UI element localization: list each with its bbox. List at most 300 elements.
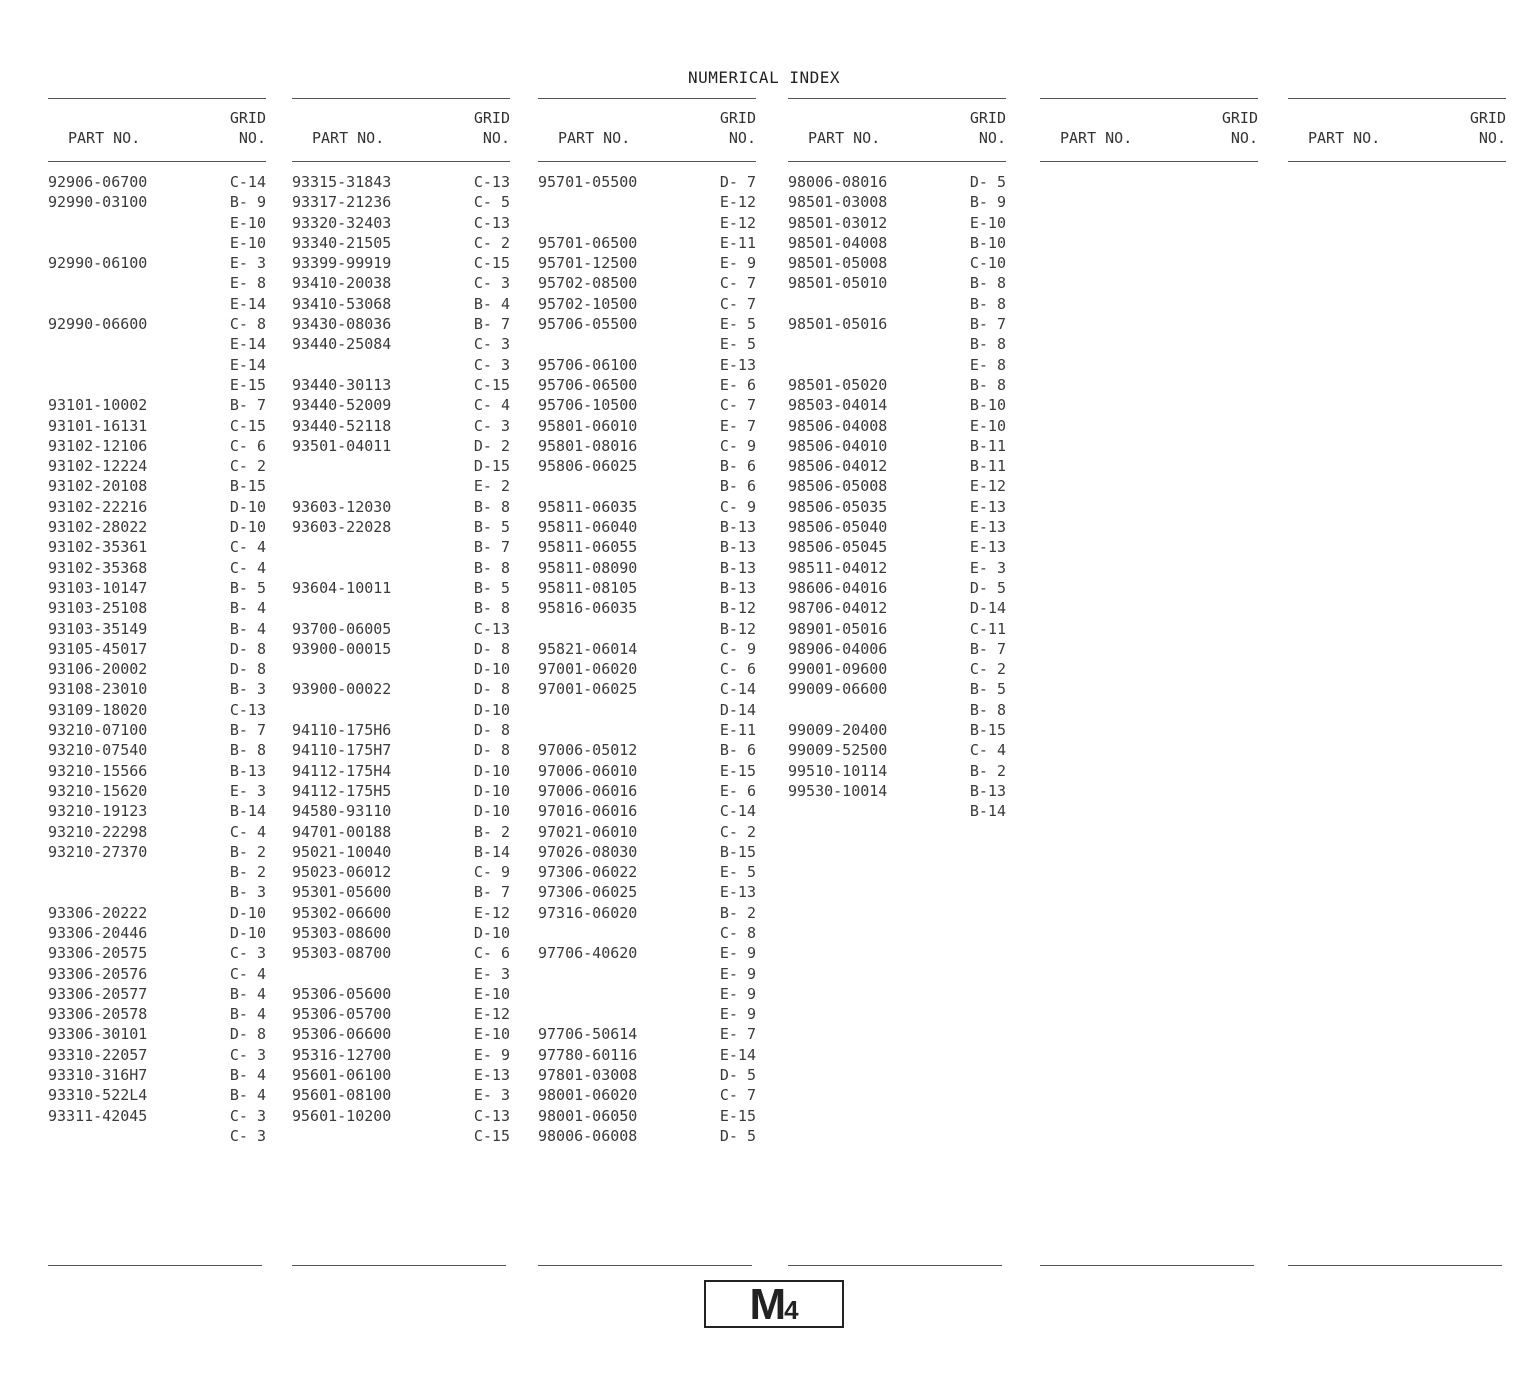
index-row [292, 1106, 510, 1126]
grid-heading: GRID [229, 109, 266, 127]
column-bottom-rule [292, 1265, 506, 1266]
grid-number: C- 4 [229, 538, 266, 557]
grid-number: C- 4 [969, 741, 1006, 760]
index-row [788, 801, 1006, 821]
part-number: 93440-52009 [292, 396, 392, 415]
grid-number: E-11 [719, 233, 756, 252]
index-row [538, 700, 756, 720]
grid-number: B- 8 [969, 274, 1006, 293]
page-number-badge [704, 1280, 844, 1328]
part-number: 98506-04010 [788, 436, 888, 455]
part-number: 93103-10147 [48, 578, 148, 597]
part-number: 95601-06100 [292, 1066, 392, 1085]
index-row [538, 801, 756, 821]
part-number: 92990-06600 [48, 315, 148, 334]
grid-heading: GRID [1221, 109, 1258, 127]
index-row [48, 679, 266, 699]
part-number: 93210-15620 [48, 781, 148, 800]
part-number: 97706-50614 [538, 1025, 638, 1044]
index-column-5 [1040, 98, 1258, 172]
index-row [538, 903, 756, 923]
grid-number: B-14 [473, 842, 510, 861]
grid-number: E- 3 [229, 781, 266, 800]
index-row [48, 1085, 266, 1105]
index-row [788, 294, 1006, 314]
grid-number: C- 5 [473, 193, 510, 212]
grid-number: B- 3 [229, 883, 266, 902]
grid-number: D-10 [229, 497, 266, 516]
part-number: 93306-30101 [48, 1025, 148, 1044]
grid-number: E-12 [473, 903, 510, 922]
index-row [538, 598, 756, 618]
part-number: 95601-10200 [292, 1106, 392, 1125]
part-number: 93700-06005 [292, 619, 392, 638]
grid-number: E-13 [969, 518, 1006, 537]
index-row [48, 619, 266, 639]
index-column-6 [1288, 98, 1506, 172]
part-number: 93440-25084 [292, 335, 392, 354]
part-number: 99009-52500 [788, 741, 888, 760]
index-row [538, 436, 756, 456]
part-number: 95811-06040 [538, 518, 638, 537]
index-row [788, 639, 1006, 659]
index-row [538, 964, 756, 984]
grid-number: E-10 [229, 213, 266, 232]
grid-number: E-13 [969, 538, 1006, 557]
part-number: 99001-09600 [788, 660, 888, 679]
index-row [538, 558, 756, 578]
badge-number: 4 [784, 1295, 799, 1325]
grid-number: E-10 [969, 213, 1006, 232]
part-number: 98506-05040 [788, 518, 888, 537]
part-number: 95023-06012 [292, 863, 392, 882]
index-row [538, 984, 756, 1004]
index-row [48, 517, 266, 537]
part-number: 93399-99919 [292, 254, 392, 273]
index-row [538, 679, 756, 699]
part-number: 93210-19123 [48, 802, 148, 821]
part-number: 95706-10500 [538, 396, 638, 415]
index-row [788, 213, 1006, 233]
index-row [48, 476, 266, 496]
index-row [48, 1065, 266, 1085]
index-row [292, 619, 510, 639]
index-row [48, 578, 266, 598]
grid-number: C- 7 [719, 294, 756, 313]
part-number: 98906-04006 [788, 639, 888, 658]
index-row [292, 355, 510, 375]
grid-number: D-10 [229, 923, 266, 942]
grid-number: B- 7 [473, 883, 510, 902]
index-row [48, 882, 266, 902]
index-row [538, 943, 756, 963]
index-column-3 [538, 98, 756, 1146]
index-row [538, 1126, 756, 1146]
part-number: 95702-10500 [538, 294, 638, 313]
part-number: 94580-93110 [292, 802, 392, 821]
grid-number: E- 2 [473, 477, 510, 496]
index-row [788, 740, 1006, 760]
grid-number: C- 3 [473, 274, 510, 293]
grid-number: B-13 [719, 518, 756, 537]
index-row [48, 659, 266, 679]
grid-number: C- 9 [473, 863, 510, 882]
grid-number: B- 4 [473, 294, 510, 313]
index-row [292, 517, 510, 537]
index-row [292, 822, 510, 842]
grid-number: E-10 [473, 984, 510, 1003]
part-number: 95811-06035 [538, 497, 638, 516]
grid-number: B-14 [229, 802, 266, 821]
index-row [48, 822, 266, 842]
index-row [788, 314, 1006, 334]
grid-number: D-10 [229, 903, 266, 922]
index-row [788, 517, 1006, 537]
index-row [292, 578, 510, 598]
grid-number: D- 8 [229, 1025, 266, 1044]
index-row [538, 882, 756, 902]
column-header [1040, 98, 1258, 162]
grid-number: C- 2 [969, 660, 1006, 679]
index-row [788, 497, 1006, 517]
index-row [538, 314, 756, 334]
index-row [48, 781, 266, 801]
part-number: 99009-20400 [788, 721, 888, 740]
grid-number: E- 5 [719, 863, 756, 882]
part-number: 93440-52118 [292, 416, 392, 435]
grid-number: C- 9 [719, 436, 756, 455]
part-number: 95801-08016 [538, 436, 638, 455]
part-number: 93210-27370 [48, 842, 148, 861]
grid-number: D-10 [473, 761, 510, 780]
grid-number: E-13 [719, 883, 756, 902]
grid-number: B- 5 [473, 518, 510, 537]
index-row [48, 700, 266, 720]
index-row [48, 456, 266, 476]
column-header [538, 98, 756, 162]
grid-number: C- 4 [229, 964, 266, 983]
index-row [48, 334, 266, 354]
grid-number: B-13 [719, 538, 756, 557]
grid-number: E- 9 [473, 1045, 510, 1064]
index-row [292, 497, 510, 517]
index-row [788, 334, 1006, 354]
index-row [48, 436, 266, 456]
part-number: 93108-23010 [48, 680, 148, 699]
index-row [538, 537, 756, 557]
part-number: 95316-12700 [292, 1045, 392, 1064]
index-row [48, 984, 266, 1004]
part-number: 93340-21505 [292, 233, 392, 252]
grid-number: C- 4 [229, 822, 266, 841]
part-number: 95811-08105 [538, 578, 638, 597]
index-row [48, 192, 266, 212]
grid-number: B- 2 [473, 822, 510, 841]
part-number: 93102-12224 [48, 457, 148, 476]
grid-number: B- 5 [473, 578, 510, 597]
part-no-heading: PART NO. [558, 129, 631, 147]
index-row [538, 578, 756, 598]
grid-number: B- 7 [229, 396, 266, 415]
grid-number: B- 7 [473, 315, 510, 334]
part-number: 97006-06010 [538, 761, 638, 780]
index-row [788, 476, 1006, 496]
grid-number: B-15 [229, 477, 266, 496]
index-row [292, 720, 510, 740]
grid-number: D-10 [473, 802, 510, 821]
index-row [538, 517, 756, 537]
part-number: 93102-28022 [48, 518, 148, 537]
index-row [292, 862, 510, 882]
grid-number: B- 6 [719, 741, 756, 760]
grid-heading: GRID [969, 109, 1006, 127]
grid-number: C- 6 [229, 436, 266, 455]
part-number: 93440-30113 [292, 375, 392, 394]
part-number: 93410-20038 [292, 274, 392, 293]
part-number: 93311-42045 [48, 1106, 148, 1125]
grid-number: E- 3 [969, 558, 1006, 577]
grid-number: E- 5 [719, 315, 756, 334]
index-row [48, 1045, 266, 1065]
part-number: 95706-06500 [538, 375, 638, 394]
index-rows [538, 172, 756, 1146]
grid-number: E-10 [969, 416, 1006, 435]
index-row [48, 943, 266, 963]
grid-number: C- 3 [229, 1106, 266, 1125]
grid-number: B- 8 [969, 335, 1006, 354]
column-bottom-rule [538, 1265, 752, 1266]
grid-number: B- 8 [473, 497, 510, 516]
grid-number: C-14 [719, 680, 756, 699]
index-row [538, 923, 756, 943]
grid-number: C- 3 [473, 416, 510, 435]
part-number: 93306-20576 [48, 964, 148, 983]
index-row [788, 253, 1006, 273]
index-row [48, 314, 266, 334]
part-number: 97026-08030 [538, 842, 638, 861]
badge-letter: M [749, 1280, 785, 1329]
index-row [788, 659, 1006, 679]
grid-number: C- 3 [473, 335, 510, 354]
grid-number: B- 9 [229, 193, 266, 212]
part-number: 98506-04008 [788, 416, 888, 435]
index-column-2 [292, 98, 510, 1146]
part-number: 93210-22298 [48, 822, 148, 841]
grid-number: D-10 [473, 660, 510, 679]
index-row [292, 172, 510, 192]
part-number: 98506-05035 [788, 497, 888, 516]
grid-number: C- 8 [229, 315, 266, 334]
part-number: 95301-05600 [292, 883, 392, 902]
grid-number: C-14 [229, 173, 266, 191]
grid-number: E-15 [229, 375, 266, 394]
index-row [292, 273, 510, 293]
part-number: 93306-20222 [48, 903, 148, 922]
index-row [538, 720, 756, 740]
part-number: 99009-06600 [788, 680, 888, 699]
index-row [292, 882, 510, 902]
part-number: 93310-316H7 [48, 1066, 148, 1085]
index-row [292, 253, 510, 273]
grid-number: C- 2 [719, 822, 756, 841]
part-number: 95601-08100 [292, 1086, 392, 1105]
grid-number: C-15 [473, 254, 510, 273]
index-row [788, 720, 1006, 740]
index-row [48, 213, 266, 233]
index-row [292, 233, 510, 253]
part-number: 93103-25108 [48, 599, 148, 618]
part-number: 95303-08700 [292, 944, 392, 963]
index-row [48, 497, 266, 517]
grid-number: C- 8 [719, 923, 756, 942]
grid-number: C- 7 [719, 1086, 756, 1105]
index-row [788, 537, 1006, 557]
part-number: 93306-20578 [48, 1005, 148, 1024]
part-number: 97306-06022 [538, 863, 638, 882]
grid-number: B- 2 [969, 761, 1006, 780]
grid-number: C- 3 [229, 1126, 266, 1145]
part-number: 93101-16131 [48, 416, 148, 435]
index-row [538, 294, 756, 314]
grid-number: B- 8 [969, 375, 1006, 394]
part-number: 93306-20575 [48, 944, 148, 963]
index-row [48, 172, 266, 192]
grid-number: E- 9 [719, 1005, 756, 1024]
index-row [788, 436, 1006, 456]
part-number: 94110-175H6 [292, 721, 392, 740]
part-number: 95306-06600 [292, 1025, 392, 1044]
part-number: 93900-00015 [292, 639, 392, 658]
index-row [292, 740, 510, 760]
grid-number: B-13 [969, 781, 1006, 800]
part-number: 95701-12500 [538, 254, 638, 273]
grid-number: E-12 [719, 213, 756, 232]
column-header [48, 98, 266, 162]
part-number: 94112-175H5 [292, 781, 392, 800]
grid-no-heading: NO. [1230, 129, 1258, 147]
part-number: 98511-04012 [788, 558, 888, 577]
grid-number: B- 7 [229, 721, 266, 740]
part-number: 98606-04016 [788, 578, 888, 597]
grid-number: B- 4 [229, 599, 266, 618]
index-row [538, 659, 756, 679]
grid-number: E-14 [229, 294, 266, 313]
index-row [48, 761, 266, 781]
part-number: 93102-20108 [48, 477, 148, 496]
index-row [48, 1024, 266, 1044]
index-column-4 [788, 98, 1006, 822]
grid-number: E- 3 [473, 964, 510, 983]
index-row [788, 761, 1006, 781]
grid-number: C- 7 [719, 396, 756, 415]
part-number: 99530-10014 [788, 781, 888, 800]
index-row [48, 537, 266, 557]
grid-number: E-14 [229, 335, 266, 354]
grid-number: B-11 [969, 436, 1006, 455]
grid-number: C- 3 [229, 944, 266, 963]
grid-number: B- 8 [969, 294, 1006, 313]
grid-no-heading: NO. [1478, 129, 1506, 147]
grid-number: B-13 [229, 761, 266, 780]
grid-number: D-10 [473, 923, 510, 942]
part-number: 98001-06050 [538, 1106, 638, 1125]
part-number: 93106-20002 [48, 660, 148, 679]
part-no-heading: PART NO. [68, 129, 141, 147]
index-row [292, 842, 510, 862]
index-row [48, 1106, 266, 1126]
grid-number: D- 8 [473, 680, 510, 699]
index-row [788, 619, 1006, 639]
index-row [292, 537, 510, 557]
index-row [48, 253, 266, 273]
index-rows [788, 172, 1006, 822]
grid-number: E- 8 [969, 355, 1006, 374]
part-number: 93604-10011 [292, 578, 392, 597]
index-row [48, 903, 266, 923]
index-row [292, 943, 510, 963]
grid-number: E-13 [969, 497, 1006, 516]
grid-number: C-13 [229, 700, 266, 719]
index-row [48, 375, 266, 395]
grid-number: C-13 [473, 213, 510, 232]
index-row [538, 1085, 756, 1105]
part-number: 97016-06016 [538, 802, 638, 821]
part-number: 98506-05008 [788, 477, 888, 496]
part-number: 98503-04014 [788, 396, 888, 415]
grid-number: D- 5 [969, 578, 1006, 597]
grid-number: B- 2 [229, 842, 266, 861]
grid-number: C- 6 [719, 660, 756, 679]
part-number: 93102-22216 [48, 497, 148, 516]
part-number: 93210-07100 [48, 721, 148, 740]
index-row [538, 781, 756, 801]
part-number: 93306-20577 [48, 984, 148, 1003]
index-row [292, 964, 510, 984]
part-number: 95821-06014 [538, 639, 638, 658]
index-row [788, 395, 1006, 415]
part-number: 95306-05600 [292, 984, 392, 1003]
part-number: 98501-03008 [788, 193, 888, 212]
grid-number: D- 5 [969, 173, 1006, 191]
grid-number: B- 8 [229, 741, 266, 760]
grid-number: C- 4 [473, 396, 510, 415]
index-row [292, 781, 510, 801]
part-number: 98501-04008 [788, 233, 888, 252]
grid-no-heading: NO. [728, 129, 756, 147]
grid-number: B-11 [969, 457, 1006, 476]
index-row [538, 476, 756, 496]
index-row [292, 375, 510, 395]
column-bottom-rule [788, 1265, 1002, 1266]
part-number: 93317-21236 [292, 193, 392, 212]
grid-number: E-12 [969, 477, 1006, 496]
part-number: 97316-06020 [538, 903, 638, 922]
index-row [538, 1106, 756, 1126]
index-row [788, 273, 1006, 293]
index-row [48, 801, 266, 821]
index-row [538, 456, 756, 476]
part-number: 98001-06020 [538, 1086, 638, 1105]
grid-number: B- 9 [969, 193, 1006, 212]
index-row [538, 1065, 756, 1085]
index-row [48, 720, 266, 740]
part-number: 95811-08090 [538, 558, 638, 577]
index-row [292, 314, 510, 334]
grid-number: C- 3 [229, 1045, 266, 1064]
index-row [292, 456, 510, 476]
index-row [292, 476, 510, 496]
grid-number: C-15 [473, 375, 510, 394]
